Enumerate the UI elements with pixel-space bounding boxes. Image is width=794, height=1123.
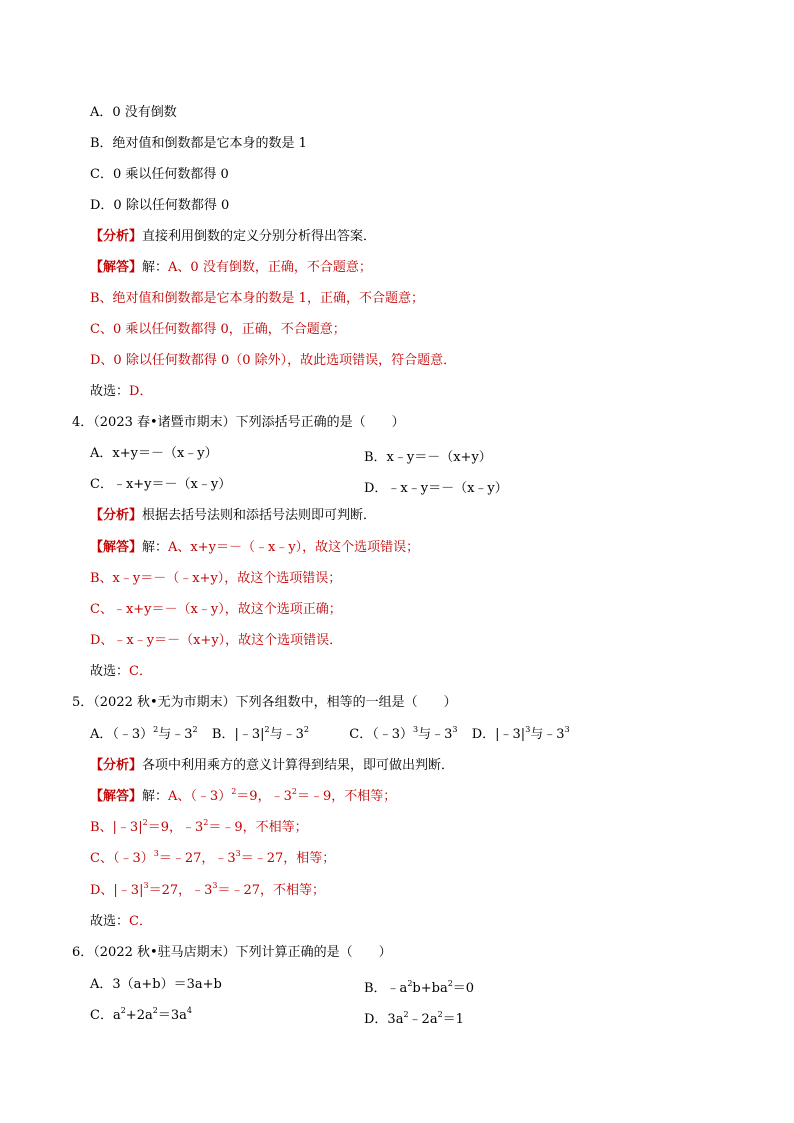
analysis-tag: 【分析】 (90, 758, 143, 773)
q5-option-b: B．$|﹣3|^2$与$﹣3^2$ (211, 725, 309, 742)
choose-label: 故选： (90, 914, 130, 929)
q4-option-d: D．﹣x﹣y＝－（x﹣y） (364, 481, 508, 496)
choose-label: 故选： (90, 664, 130, 679)
q6-option-b: B．$﹣a^2b+ba^2=0$ (364, 979, 475, 996)
q4-analysis (90, 508, 376, 524)
analysis-text: 直接利用倒数的定义分别分析得出答案． (142, 229, 377, 244)
choice-value: D． (129, 384, 153, 399)
stem-text: 5．（2022 秋•无为市期末）下列各组数中，相等的一组是（ (72, 695, 418, 710)
q4-option-b: B．x﹣y＝－（x+y） (364, 450, 492, 465)
q4-option-c: C．﹣x+y＝－（x﹣y） (90, 477, 232, 492)
q4-option-a: A．x+y＝－（x﹣y） (90, 446, 218, 461)
q4-answer-b: B、x﹣y＝－（﹣x+y），故这个选项错误； (90, 571, 342, 586)
answer-prefix: 解： (142, 540, 169, 555)
answer-tag: 【解答】 (90, 789, 143, 804)
q5-answer-a (90, 789, 396, 805)
q6-option-c: C．$a^2+2a^2=3a^4$ (90, 1006, 192, 1023)
answer-line: A、x+y＝－（﹣x﹣y），故这个选项错误； (168, 540, 420, 555)
q6-stem (72, 945, 392, 961)
stem-text: 6．（2022 秋•驻马店期末）下列计算正确的是（ (72, 945, 353, 960)
q4-stem (72, 415, 405, 431)
q5-choose (90, 914, 152, 930)
choice-value: C． (129, 914, 152, 929)
q6-option-d: D．$3a^2﹣2a^2=1$ (364, 1010, 464, 1027)
answer-line: A、（﹣3）$^2$＝9，$﹣3^2=﹣9$，不相等； (168, 787, 397, 804)
stem-text: 4．（2023 春•诸暨市期末）下列添括号正确的是（ (72, 415, 366, 430)
q6-option-a: A．3（a+b）＝3a+b (90, 977, 222, 992)
q3-answer-a (90, 260, 372, 276)
q3-answer-c: C、0 乘以任何数都得 0，正确，不合题意； (90, 322, 346, 337)
q4-answer-a (90, 540, 419, 556)
q3-option-b: B．绝对值和倒数都是它本身的数是 1 (90, 136, 307, 151)
q3-option-a: A．0 没有倒数 (90, 105, 177, 120)
q3-answer-b: B、绝对值和倒数都是它本身的数是 1，正确，不合题意； (90, 291, 424, 306)
analysis-tag: 【分析】 (90, 229, 143, 244)
q4-answer-d: D、﹣x﹣y＝－（x+y），故这个选项错误． (90, 633, 343, 648)
answer-prefix: 解： (142, 260, 169, 275)
q5-analysis (90, 758, 454, 774)
answer-tag: 【解答】 (90, 260, 143, 275)
answer-line: A、0 没有倒数，正确，不合题意； (168, 260, 372, 275)
q5-stem (72, 695, 457, 711)
q5-option-d: D．$|﹣3|^3$与$﹣3^3$ (471, 725, 570, 742)
q4-choose (90, 664, 152, 680)
q3-answer-d: D、0 除以任何数都得 0（0 除外），故此选项错误，符合题意． (90, 353, 457, 368)
q3-option-c: C．0 乘以任何数都得 0 (90, 167, 229, 182)
analysis-text: 各项中利用乘方的意义计算得到结果，即可做出判断． (142, 758, 455, 773)
q3-analysis (90, 229, 376, 245)
q5-option-c: C．（﹣3）$^3$与$﹣3^3$ (349, 725, 458, 742)
q5-answer-b: B、$|﹣3|^2=9$，$﹣3^2=﹣9$，不相等； (90, 818, 308, 835)
choose-label: 故选： (90, 384, 130, 399)
answer-prefix: 解： (142, 789, 169, 804)
answer-tag: 【解答】 (90, 540, 143, 555)
q5-answer-c: C、（﹣3）$^3$＝﹣27，$﹣3^3=﹣27$，相等； (90, 849, 336, 866)
stem-end: ） (443, 695, 457, 710)
stem-end: ） (378, 945, 392, 960)
q5-answer-d: D、$|﹣3|^3=27$，$﹣3^3=﹣27$，不相等； (90, 881, 326, 898)
q5-options (90, 727, 570, 743)
q3-choose (90, 384, 152, 400)
stem-end: ） (391, 415, 405, 430)
choice-value: C． (129, 664, 152, 679)
analysis-text: 根据去括号法则和添括号法则即可判断． (142, 508, 377, 523)
q3-option-d: D．0 除以任何数都得 0 (90, 198, 230, 213)
analysis-tag: 【分析】 (90, 508, 143, 523)
q5-option-a: A．（﹣3）$^2$与$﹣3^2$ (90, 725, 198, 742)
q4-answer-c: C、﹣x+y＝－（x﹣y），故这个选项正确； (90, 602, 342, 617)
